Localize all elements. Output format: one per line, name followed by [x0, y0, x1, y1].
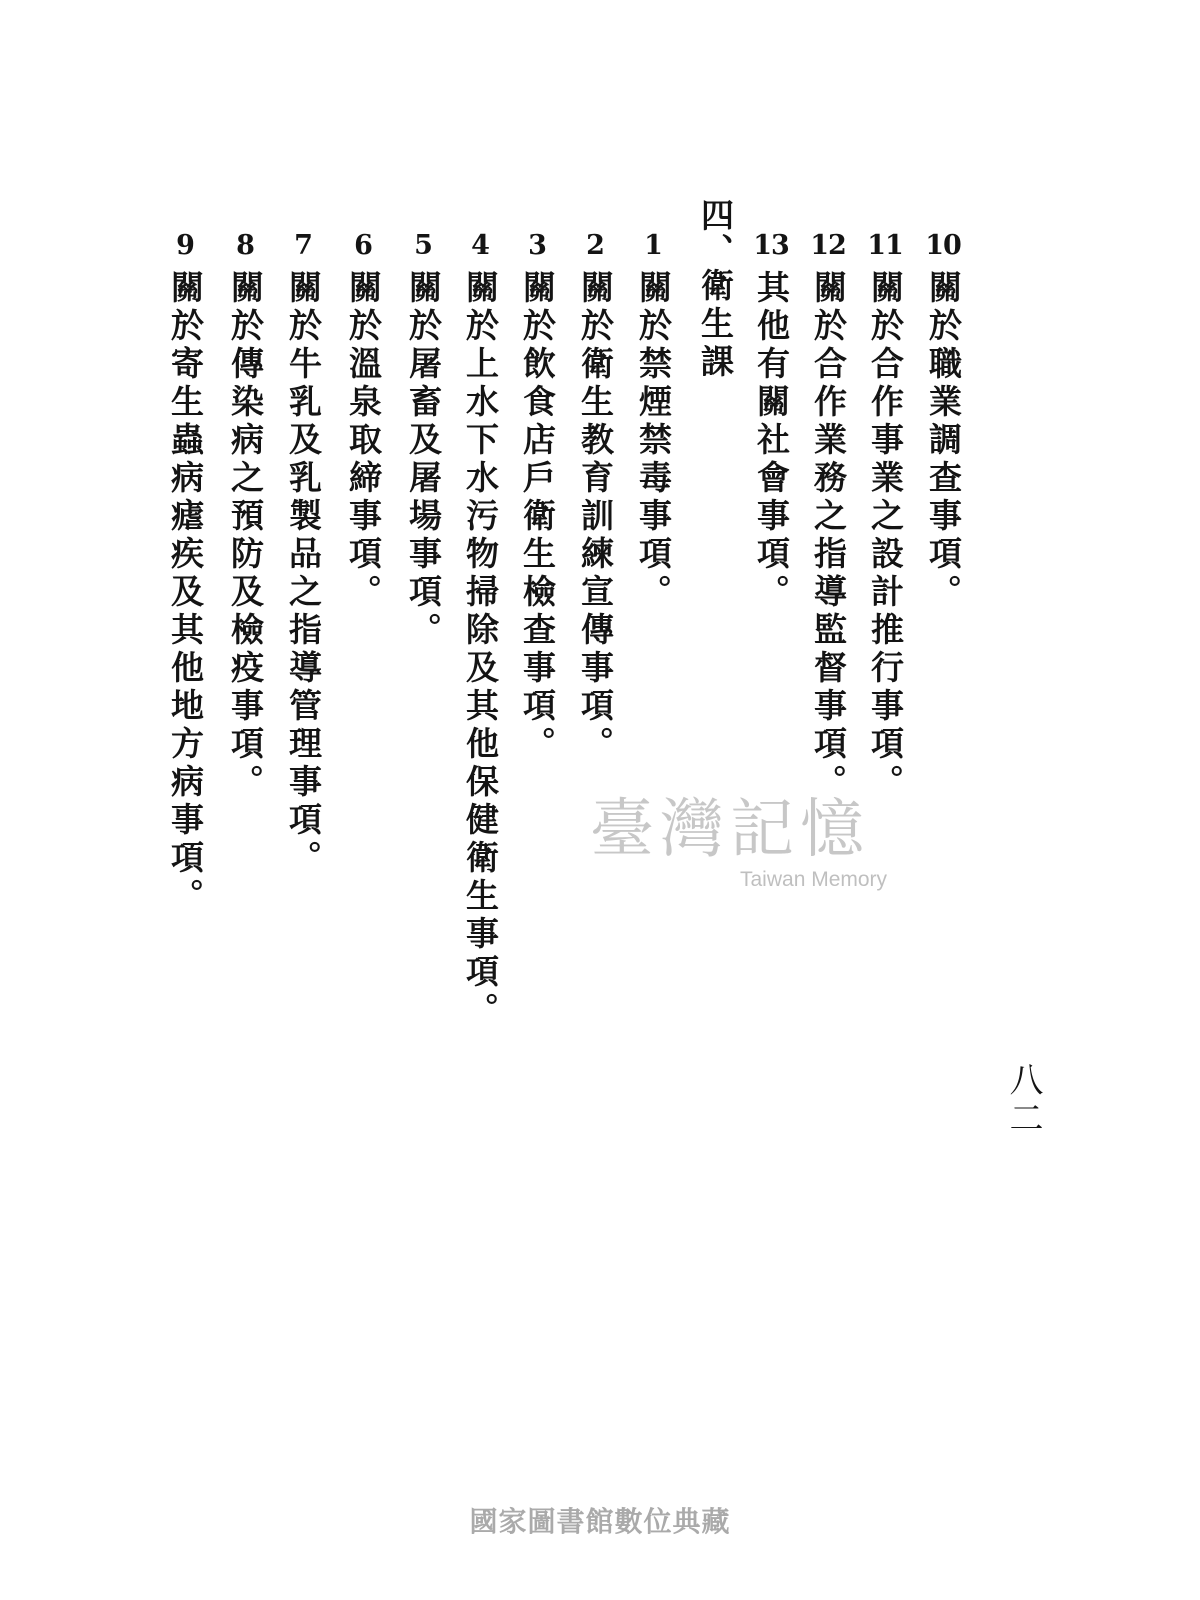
item-number: 6 — [354, 230, 372, 261]
item-text: 關於傳染病之預防及檢疫事項。 — [226, 270, 265, 802]
list-item — [457, 230, 503, 1030]
list-item — [630, 230, 676, 612]
list-item — [920, 230, 966, 612]
item-text: 關於上水下水污物掃除及其他保健衛生事項。 — [461, 270, 500, 1030]
list-item — [572, 230, 618, 764]
watermark-english: Taiwan Memory — [740, 868, 888, 891]
section-numeral: 四、 — [696, 198, 735, 268]
list-item — [514, 230, 560, 764]
page-number: 八二 — [1003, 1062, 1043, 1138]
item-number: 7 — [294, 230, 312, 261]
section-heading — [692, 198, 738, 382]
item-text: 關於牛乳及乳製品之指導管理事項。 — [284, 270, 323, 878]
item-number: 4 — [471, 230, 489, 261]
list-item — [280, 230, 326, 878]
item-text: 關於職業調查事項。 — [924, 270, 963, 612]
item-text: 關於合作事業之設計推行事項。 — [866, 270, 905, 802]
item-number: 12 — [810, 230, 846, 261]
item-number: 10 — [925, 230, 961, 261]
item-text: 關於溫泉取締事項。 — [344, 270, 383, 612]
item-text: 關於合作業務之指導監督事項。 — [809, 270, 848, 802]
item-number: 11 — [867, 230, 903, 261]
item-text: 關於衛生教育訓練宣傳事項。 — [576, 270, 615, 764]
item-number: 5 — [414, 230, 432, 261]
list-item — [805, 230, 851, 802]
list-item — [340, 230, 386, 612]
list-item — [748, 230, 794, 612]
list-item — [162, 230, 208, 916]
list-item — [862, 230, 908, 802]
item-number: 3 — [528, 230, 546, 261]
item-number: 1 — [644, 230, 662, 261]
section-title: 衛生課 — [696, 268, 735, 382]
item-number: 2 — [586, 230, 604, 261]
list-item — [222, 230, 268, 802]
item-number: 8 — [236, 230, 254, 261]
item-number: 9 — [176, 230, 194, 261]
item-text: 關於寄生蟲病瘧疾及其他地方病事項。 — [166, 270, 205, 916]
item-text: 其他有關社會事項。 — [752, 270, 791, 612]
item-text: 關於屠畜及屠場事項。 — [404, 270, 443, 650]
item-text: 關於禁煙禁毒事項。 — [634, 270, 673, 612]
item-number: 13 — [753, 230, 789, 261]
footer-collection-label: 國家圖書館數位典藏 — [469, 1505, 731, 1538]
list-item — [400, 230, 446, 650]
item-text: 關於飲食店戶衛生檢查事項。 — [518, 270, 557, 764]
watermark-logo — [590, 790, 920, 900]
watermark-chinese: 臺灣記憶 — [590, 793, 870, 867]
